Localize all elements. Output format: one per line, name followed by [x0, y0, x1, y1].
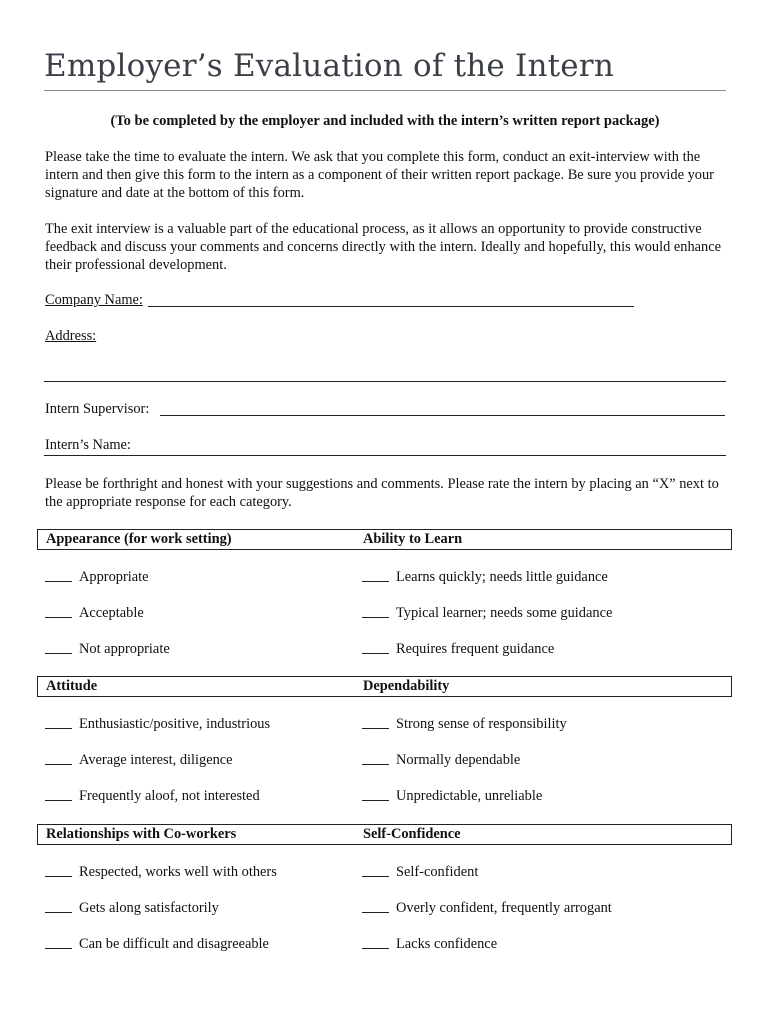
option-respected[interactable] [45, 864, 277, 881]
option-label: Average interest, diligence [79, 752, 233, 768]
intern-supervisor-label: Intern Supervisor: [45, 401, 150, 417]
intro-paragraph-2: The exit interview is a valuable part of the educational process, as it allows an opportunity to provide constructive feedback and discuss your comments and concerns directly with the intern. Ideally and hopefully, this would enhance their professional development. [45, 221, 722, 273]
option-label: Normally dependable [396, 752, 521, 768]
company-name-input-line[interactable] [148, 306, 634, 307]
option-typical-learner[interactable] [362, 605, 612, 622]
option-label: Self-confident [396, 864, 479, 880]
rating-blank[interactable] [362, 641, 389, 654]
option-label: Enthusiastic/positive, industrious [79, 716, 271, 732]
option-acceptable[interactable] [45, 605, 144, 622]
rating-blank[interactable] [362, 605, 389, 618]
option-label: Lacks confidence [396, 936, 498, 952]
rating-blank[interactable] [45, 605, 72, 618]
option-label: Can be difficult and disagreeable [79, 936, 269, 952]
section-title-dependability: Dependability [363, 678, 450, 694]
option-not-appropriate[interactable] [45, 641, 170, 658]
rating-blank[interactable] [45, 716, 72, 729]
form-subtitle: (To be completed by the employer and included with the intern’s written report package) [110, 113, 660, 129]
rating-blank[interactable] [45, 752, 72, 765]
title-divider [44, 90, 726, 91]
intern-name-input-line[interactable] [44, 455, 726, 456]
rating-blank[interactable] [362, 900, 389, 913]
option-label: Learns quickly; needs little guidance [396, 569, 608, 585]
page-title: Employer’s Evaluation of the Intern [44, 48, 614, 84]
option-requires-frequent-guidance[interactable] [362, 641, 554, 658]
option-learns-quickly[interactable] [362, 569, 608, 586]
rating-blank[interactable] [45, 900, 72, 913]
section-title-relationships: Relationships with Co-workers [46, 826, 237, 842]
rating-blank[interactable] [362, 936, 389, 949]
intro-paragraph-1: Please take the time to evaluate the intern. We ask that you complete this form, conduct an exit-interview with the intern and then give this form to the intern as a component of their written report package. Be sure you provide your signature and date at the bottom of this form. [45, 149, 714, 201]
option-normally-dependable[interactable] [362, 752, 520, 769]
intern-name-label: Intern’s Name: [45, 437, 131, 453]
option-enthusiastic[interactable] [45, 716, 270, 733]
option-appropriate[interactable] [45, 569, 149, 586]
address-field [45, 328, 96, 345]
option-difficult[interactable] [45, 936, 269, 953]
section-header-2 [37, 676, 732, 697]
option-label: Gets along satisfactorily [79, 900, 219, 916]
option-overly-confident[interactable] [362, 900, 612, 917]
option-label: Frequently aloof, not interested [79, 788, 260, 804]
company-name-label: Company Name: [45, 292, 143, 308]
option-label: Appropriate [79, 569, 149, 585]
section-title-self-confidence: Self-Confidence [363, 826, 461, 842]
option-label: Unpredictable, unreliable [396, 788, 543, 804]
section-title-appearance: Appearance (for work setting) [46, 531, 232, 547]
section-header-3 [37, 824, 732, 845]
rating-blank[interactable] [362, 752, 389, 765]
option-label: Not appropriate [79, 641, 170, 657]
option-label: Respected, works well with others [79, 864, 277, 880]
rating-blank[interactable] [45, 864, 72, 877]
company-name-field [45, 292, 143, 309]
option-gets-along[interactable] [45, 900, 219, 917]
section-title-ability-to-learn: Ability to Learn [363, 531, 463, 547]
rating-blank[interactable] [45, 788, 72, 801]
rating-blank[interactable] [362, 716, 389, 729]
rating-blank[interactable] [362, 864, 389, 877]
option-average-interest[interactable] [45, 752, 233, 769]
intern-name-field [45, 437, 131, 454]
section-title-attitude: Attitude [46, 678, 98, 694]
option-label: Strong sense of responsibility [396, 716, 567, 732]
rating-blank[interactable] [362, 788, 389, 801]
option-self-confident[interactable] [362, 864, 478, 881]
intern-supervisor-field [45, 401, 149, 418]
rating-instructions: Please be forthright and honest with your suggestions and comments. Please rate the intern by placing an “X” next to the appropriate response for each category. [45, 476, 719, 510]
option-label: Overly confident, frequently arrogant [396, 900, 612, 916]
option-label: Acceptable [79, 605, 144, 621]
rating-blank[interactable] [45, 936, 72, 949]
address-label: Address: [45, 328, 97, 344]
section-header-1 [37, 529, 732, 550]
option-unpredictable[interactable] [362, 788, 542, 805]
rating-blank[interactable] [362, 569, 389, 582]
option-lacks-confidence[interactable] [362, 936, 497, 953]
option-frequently-aloof[interactable] [45, 788, 260, 805]
address-input-line[interactable] [44, 381, 726, 382]
option-label: Requires frequent guidance [396, 641, 555, 657]
intern-supervisor-input-line[interactable] [160, 415, 725, 416]
option-label: Typical learner; needs some guidance [396, 605, 613, 621]
rating-blank[interactable] [45, 569, 72, 582]
rating-blank[interactable] [45, 641, 72, 654]
option-strong-responsibility[interactable] [362, 716, 567, 733]
